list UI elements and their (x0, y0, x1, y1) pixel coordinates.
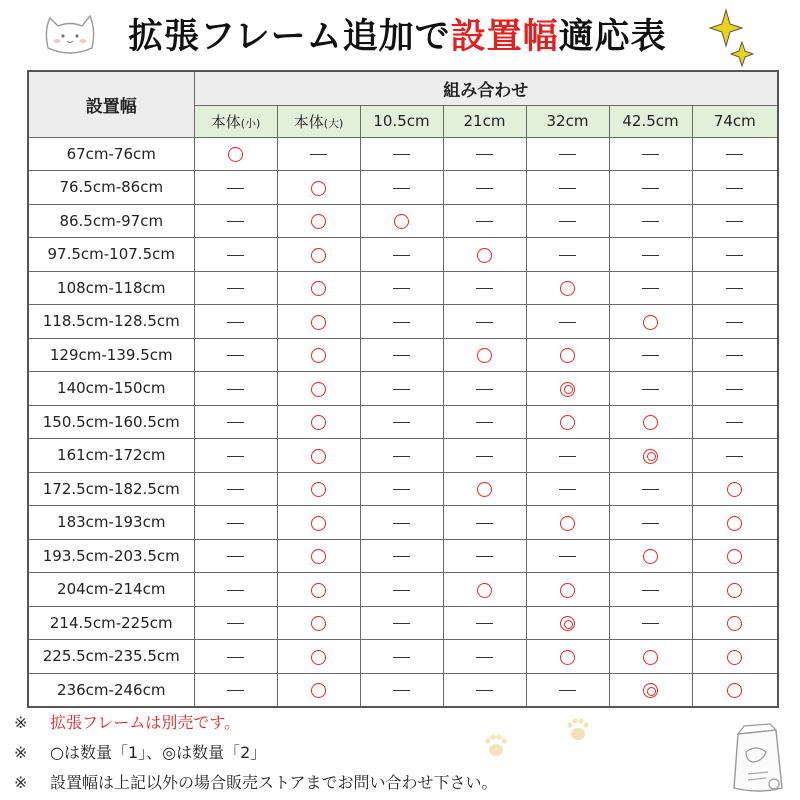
column-header: 74cm (692, 105, 778, 137)
width-range-cell: 140cm-150cm (28, 372, 194, 406)
width-range-cell: 129cm-139.5cm (28, 338, 194, 372)
width-range-cell: 161cm-172cm (28, 439, 194, 473)
single-quantity-mark (727, 516, 742, 531)
not-used-dash (227, 389, 244, 390)
single-quantity-mark (311, 281, 326, 296)
combo-cell (194, 472, 277, 506)
combo-cell (526, 137, 609, 171)
width-range-cell: 67cm-76cm (28, 137, 194, 171)
not-used-dash (476, 389, 493, 390)
single-quantity-mark (477, 482, 492, 497)
not-used-dash (726, 255, 743, 256)
combo-cell (526, 539, 609, 573)
not-used-dash (476, 623, 493, 624)
not-used-dash (559, 489, 576, 490)
combo-cell (443, 506, 526, 540)
single-quantity-mark (311, 248, 326, 263)
column-header: 本体(大) (277, 105, 360, 137)
double-quantity-mark (560, 616, 575, 631)
combo-cell (360, 405, 443, 439)
not-used-dash (559, 188, 576, 189)
not-used-dash (393, 590, 410, 591)
combo-cell (526, 472, 609, 506)
combo-cell (692, 405, 778, 439)
single-quantity-mark (311, 415, 326, 430)
combo-cell (692, 506, 778, 540)
not-used-dash (642, 221, 659, 222)
table-row (28, 204, 778, 238)
table-row (28, 238, 778, 272)
not-used-dash (227, 556, 244, 557)
not-used-dash (726, 355, 743, 356)
not-used-dash (476, 456, 493, 457)
combo-cell (526, 238, 609, 272)
combo-cell (692, 204, 778, 238)
not-used-dash (393, 456, 410, 457)
combo-cell (692, 673, 778, 707)
combo-cell (443, 271, 526, 305)
not-used-dash (642, 154, 659, 155)
single-quantity-mark (643, 415, 658, 430)
combo-cell (277, 171, 360, 205)
combo-cell (609, 137, 692, 171)
paw-prints-icon (480, 712, 600, 766)
combo-cell (360, 305, 443, 339)
combo-cell (692, 137, 778, 171)
combo-cell (194, 539, 277, 573)
not-used-dash (642, 255, 659, 256)
not-used-dash (227, 489, 244, 490)
not-used-dash (642, 288, 659, 289)
table-row (28, 539, 778, 573)
table-row (28, 640, 778, 674)
width-range-cell: 204cm-214cm (28, 573, 194, 607)
single-quantity-mark (311, 616, 326, 631)
column-header: 本体(小) (194, 105, 277, 137)
combo-cell (526, 673, 609, 707)
single-quantity-mark (727, 482, 742, 497)
combo-cell (194, 204, 277, 238)
not-used-dash (726, 188, 743, 189)
not-used-dash (559, 255, 576, 256)
combo-cell (526, 338, 609, 372)
single-quantity-mark (311, 382, 326, 397)
combo-cell (692, 338, 778, 372)
width-range-cell: 108cm-118cm (28, 271, 194, 305)
not-used-dash (393, 657, 410, 658)
table-row (28, 673, 778, 707)
not-used-dash (642, 188, 659, 189)
combo-cell (609, 171, 692, 205)
single-quantity-mark (727, 583, 742, 598)
not-used-dash (726, 322, 743, 323)
width-range-cell: 97.5cm-107.5cm (28, 238, 194, 272)
width-range-cell: 183cm-193cm (28, 506, 194, 540)
combo-cell (443, 204, 526, 238)
not-used-dash (476, 657, 493, 658)
table-row (28, 606, 778, 640)
combo-cell (194, 372, 277, 406)
single-quantity-mark (477, 348, 492, 363)
combo-cell (194, 673, 277, 707)
width-range-cell: 172.5cm-182.5cm (28, 472, 194, 506)
combo-cell (443, 238, 526, 272)
not-used-dash (476, 422, 493, 423)
table-row (28, 338, 778, 372)
width-range-cell: 118.5cm-128.5cm (28, 305, 194, 339)
single-quantity-mark (311, 683, 326, 698)
page-title: 拡張フレーム追加で設置幅適応表 (128, 17, 667, 57)
combo-cell (692, 439, 778, 473)
combo-cell (609, 405, 692, 439)
combo-cell (609, 606, 692, 640)
single-quantity-mark (727, 616, 742, 631)
not-used-dash (393, 556, 410, 557)
table-row (28, 271, 778, 305)
width-range-cell: 225.5cm-235.5cm (28, 640, 194, 674)
combo-cell (443, 372, 526, 406)
combo-cell (692, 573, 778, 607)
single-quantity-mark (560, 516, 575, 531)
not-used-dash (476, 556, 493, 557)
not-used-dash (393, 489, 410, 490)
combo-cell (194, 238, 277, 272)
not-used-dash (642, 355, 659, 356)
combo-cell (360, 171, 443, 205)
table-row (28, 573, 778, 607)
combo-cell (526, 372, 609, 406)
table-row (28, 171, 778, 205)
not-used-dash (726, 456, 743, 457)
not-used-dash (642, 590, 659, 591)
single-quantity-mark (727, 549, 742, 564)
combo-cell (277, 372, 360, 406)
not-used-dash (726, 389, 743, 390)
not-used-dash (476, 188, 493, 189)
width-range-cell: 150.5cm-160.5cm (28, 405, 194, 439)
combo-cell (360, 506, 443, 540)
combo-cell (277, 305, 360, 339)
combo-cell (194, 439, 277, 473)
combo-cell (692, 238, 778, 272)
combo-cell (692, 539, 778, 573)
not-used-dash (393, 288, 410, 289)
not-used-dash (726, 221, 743, 222)
combo-cell (609, 204, 692, 238)
single-quantity-mark (560, 415, 575, 430)
single-quantity-mark (311, 214, 326, 229)
combo-cell (609, 338, 692, 372)
combo-cell (443, 573, 526, 607)
single-quantity-mark (311, 449, 326, 464)
column-header: 32cm (526, 105, 609, 137)
combo-cell (277, 606, 360, 640)
not-used-dash (227, 422, 244, 423)
double-quantity-mark (643, 683, 658, 698)
combo-cell (443, 673, 526, 707)
not-used-dash (476, 221, 493, 222)
not-used-dash (227, 322, 244, 323)
combo-cell (360, 573, 443, 607)
combo-cell (526, 506, 609, 540)
header-combination: 組み合わせ (194, 71, 778, 105)
combo-cell (526, 606, 609, 640)
not-used-dash (476, 288, 493, 289)
combo-cell (277, 204, 360, 238)
combo-cell (277, 673, 360, 707)
not-used-dash (393, 355, 410, 356)
combo-cell (194, 640, 277, 674)
not-used-dash (227, 355, 244, 356)
not-used-dash (559, 154, 576, 155)
not-used-dash (476, 322, 493, 323)
combo-cell (277, 338, 360, 372)
single-quantity-mark (560, 583, 575, 598)
not-used-dash (559, 221, 576, 222)
width-range-cell: 236cm-246cm (28, 673, 194, 707)
not-used-dash (476, 690, 493, 691)
not-used-dash (227, 221, 244, 222)
sparkle-icon (700, 6, 770, 70)
combo-cell (194, 606, 277, 640)
single-quantity-mark (643, 549, 658, 564)
combo-cell (692, 171, 778, 205)
not-used-dash (393, 623, 410, 624)
single-quantity-mark (727, 683, 742, 698)
combo-cell (692, 606, 778, 640)
combo-cell (443, 305, 526, 339)
combo-cell (526, 573, 609, 607)
combo-cell (360, 271, 443, 305)
single-quantity-mark (560, 650, 575, 665)
table-row (28, 405, 778, 439)
combo-cell (692, 472, 778, 506)
combo-cell (277, 506, 360, 540)
combo-cell (526, 305, 609, 339)
combo-cell (194, 573, 277, 607)
combo-cell (609, 472, 692, 506)
not-used-dash (393, 523, 410, 524)
combo-cell (443, 472, 526, 506)
table-row (28, 472, 778, 506)
single-quantity-mark (228, 147, 243, 162)
single-quantity-mark (560, 281, 575, 296)
combo-cell (194, 305, 277, 339)
note-frame-sold-separately: ※ 拡張フレームは別売です。 (14, 713, 241, 732)
single-quantity-mark (311, 549, 326, 564)
column-header: 42.5cm (609, 105, 692, 137)
combo-cell (692, 640, 778, 674)
not-used-dash (476, 523, 493, 524)
table-row (28, 305, 778, 339)
column-header: 21cm (443, 105, 526, 137)
pet-food-bag-icon (726, 722, 788, 796)
combo-cell (360, 137, 443, 171)
not-used-dash (476, 154, 493, 155)
combo-cell (277, 271, 360, 305)
single-quantity-mark (311, 650, 326, 665)
table-row (28, 372, 778, 406)
not-used-dash (726, 154, 743, 155)
not-used-dash (642, 623, 659, 624)
not-used-dash (642, 389, 659, 390)
table-row (28, 439, 778, 473)
combo-cell (609, 439, 692, 473)
not-used-dash (726, 422, 743, 423)
combo-cell (277, 640, 360, 674)
combo-cell (277, 439, 360, 473)
not-used-dash (227, 657, 244, 658)
not-used-dash (559, 556, 576, 557)
combo-cell (360, 204, 443, 238)
combo-cell (443, 338, 526, 372)
installation-width-table (27, 70, 779, 708)
not-used-dash (227, 590, 244, 591)
combo-cell (360, 539, 443, 573)
single-quantity-mark (477, 248, 492, 263)
not-used-dash (227, 188, 244, 189)
combo-cell (609, 539, 692, 573)
not-used-dash (726, 288, 743, 289)
single-quantity-mark (311, 315, 326, 330)
combo-cell (609, 573, 692, 607)
not-used-dash (227, 523, 244, 524)
single-quantity-mark (394, 214, 409, 229)
not-used-dash (559, 322, 576, 323)
single-quantity-mark (311, 181, 326, 196)
combo-cell (360, 372, 443, 406)
width-range-cell: 86.5cm-97cm (28, 204, 194, 238)
combo-cell (526, 271, 609, 305)
combo-cell (609, 372, 692, 406)
combo-cell (194, 506, 277, 540)
not-used-dash (393, 322, 410, 323)
single-quantity-mark (311, 516, 326, 531)
combo-cell (526, 204, 609, 238)
not-used-dash (310, 154, 327, 155)
not-used-dash (393, 255, 410, 256)
combo-cell (609, 271, 692, 305)
header-installation-width: 設置幅 (28, 71, 194, 137)
combo-cell (360, 606, 443, 640)
table-row (28, 506, 778, 540)
single-quantity-mark (311, 583, 326, 598)
combo-cell (277, 573, 360, 607)
combo-cell (526, 171, 609, 205)
combo-cell (277, 238, 360, 272)
combo-cell (194, 405, 277, 439)
width-range-cell: 214.5cm-225cm (28, 606, 194, 640)
combo-cell (609, 673, 692, 707)
not-used-dash (559, 456, 576, 457)
footnotes (14, 708, 714, 798)
combo-cell (277, 405, 360, 439)
not-used-dash (393, 690, 410, 691)
combo-cell (443, 539, 526, 573)
combo-cell (609, 640, 692, 674)
single-quantity-mark (311, 348, 326, 363)
column-header: 10.5cm (360, 105, 443, 137)
combo-cell (526, 439, 609, 473)
single-quantity-mark (477, 583, 492, 598)
note-contact-store: ※ 設置幅は上記以外の場合販売ストアまでお問い合わせ下さい。 (14, 773, 498, 792)
combo-cell (609, 506, 692, 540)
not-used-dash (227, 255, 244, 256)
not-used-dash (393, 154, 410, 155)
single-quantity-mark (727, 650, 742, 665)
combo-cell (692, 271, 778, 305)
not-used-dash (642, 523, 659, 524)
not-used-dash (393, 422, 410, 423)
combo-cell (443, 171, 526, 205)
combo-cell (360, 640, 443, 674)
combo-cell (443, 137, 526, 171)
combo-cell (443, 439, 526, 473)
width-range-cell: 193.5cm-203.5cm (28, 539, 194, 573)
not-used-dash (227, 623, 244, 624)
combo-cell (609, 238, 692, 272)
single-quantity-mark (643, 315, 658, 330)
combo-cell (526, 405, 609, 439)
single-quantity-mark (643, 650, 658, 665)
combo-cell (277, 137, 360, 171)
combo-cell (609, 305, 692, 339)
not-used-dash (642, 489, 659, 490)
not-used-dash (227, 690, 244, 691)
combo-cell (194, 271, 277, 305)
combo-cell (194, 171, 277, 205)
combo-cell (692, 305, 778, 339)
page-header (0, 0, 800, 70)
not-used-dash (227, 288, 244, 289)
cat-face-icon (40, 8, 100, 56)
double-quantity-mark (560, 382, 575, 397)
combo-cell (360, 238, 443, 272)
combo-cell (277, 539, 360, 573)
combo-cell (443, 640, 526, 674)
combo-cell (360, 472, 443, 506)
combo-cell (526, 640, 609, 674)
not-used-dash (559, 690, 576, 691)
single-quantity-mark (560, 348, 575, 363)
combo-cell (360, 338, 443, 372)
table-row (28, 137, 778, 171)
combo-cell (194, 137, 277, 171)
not-used-dash (393, 389, 410, 390)
not-used-dash (227, 456, 244, 457)
width-range-cell: 76.5cm-86cm (28, 171, 194, 205)
note-quantity-legend: ※ ○は数量「1」、◎は数量「2」 (14, 743, 267, 762)
combo-cell (360, 673, 443, 707)
combo-cell (194, 338, 277, 372)
combo-cell (277, 472, 360, 506)
not-used-dash (393, 188, 410, 189)
double-quantity-mark (643, 449, 658, 464)
combo-cell (360, 439, 443, 473)
combo-cell (692, 372, 778, 406)
combo-cell (443, 405, 526, 439)
single-quantity-mark (311, 482, 326, 497)
combo-cell (443, 606, 526, 640)
